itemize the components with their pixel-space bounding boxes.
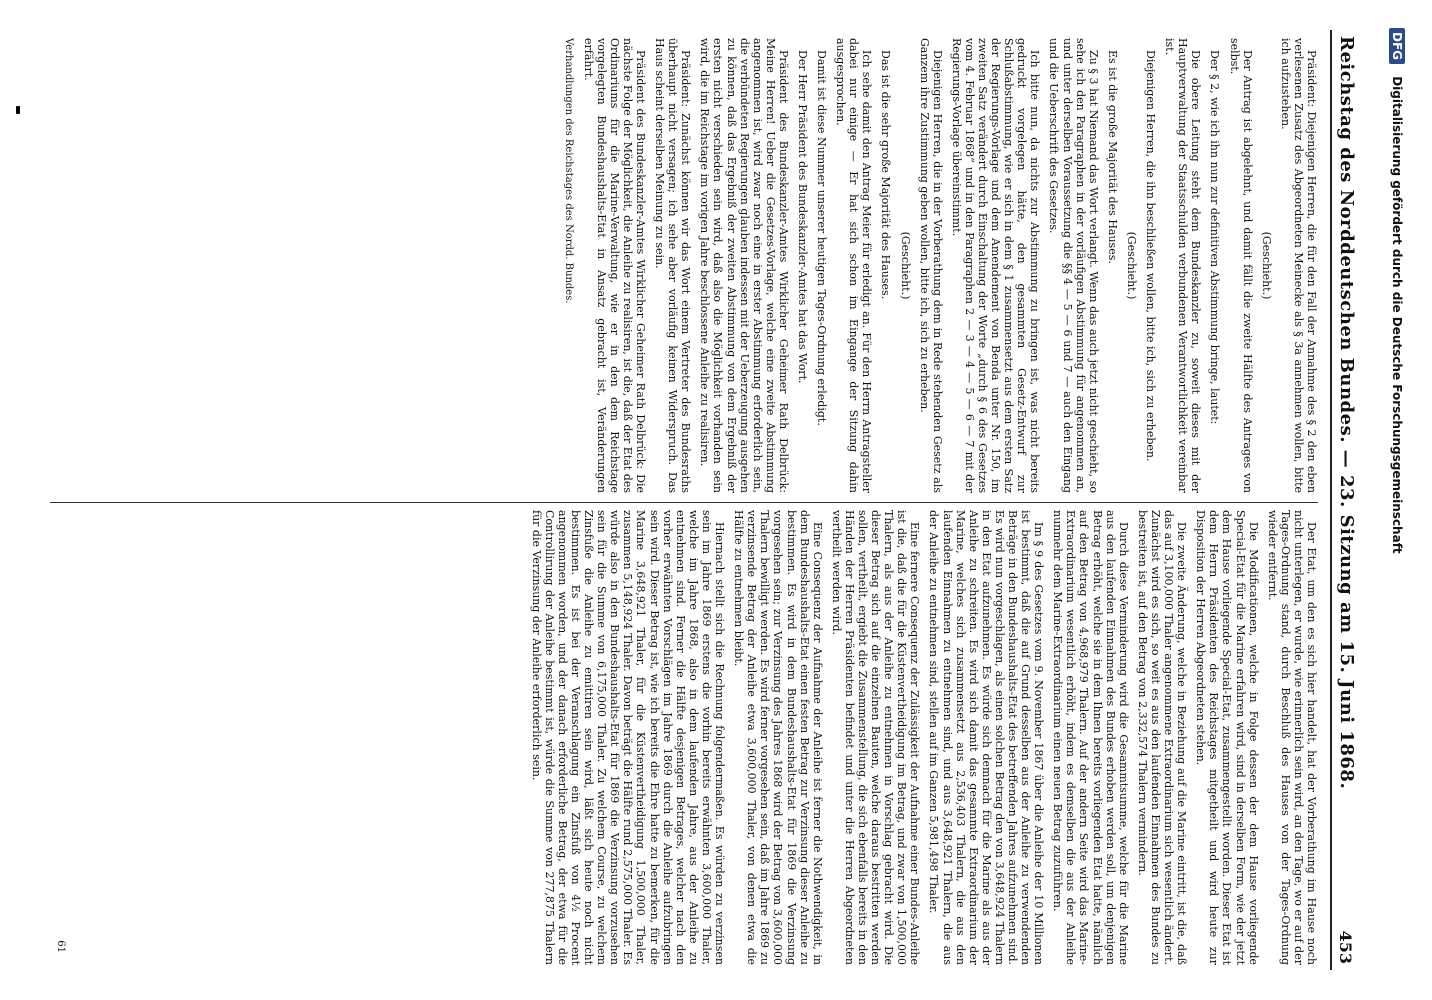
paragraph: Eine fernere Consequenz der Zulässigkeit der Aufnahme einer Bundes-Anleihe ist die, daß die für die Küstenvertheidigung im Betrag, und zwar von 1,500,000 Thalern, als aus der Anleihe zu entnehmen in Vorschlag gebracht wird. Die dieser Betrag sich auf die einzelnen Bauten, welche daraus bestritten werden sollen, vertheilt, ergiebt die Zusammenstellung, die sich ebenfalls bereits in den Händen der Herren Präsidenten befindet und unter die Herren Abgeordneten vertheilt werden wird. (829, 510, 922, 965)
page-header (1336, 36, 1380, 964)
column-divider (50, 502, 1318, 503)
dfg-watermark (1381, 28, 1405, 988)
paragraph: Ich sehe damit den Antrag Meier für erledigt an. Für den Herrn Antragsteller dabei nur einige — Er hat sich schon im Eingange der Sitzung dahin ausgesprochen. (834, 38, 874, 493)
paragraph: Das ist die sehr große Majorität des Hauses. (879, 50, 893, 300)
page-number: 453 (1336, 930, 1355, 964)
paragraph: Im § 9 des Gesetzes vom 9. November 1867 über die Anleihe der 10 Millionen ist bestimmt, daß die auf Grund desselben aus der Anleihe zu verwendenden Beträge in den Bundeshaushalts-Etat des betreffenden Jahres aufzunehmen sind. Es wird nun vorgeschlagen, als einen solchen Betrag den von 3,648,924 Thalern in den Etat aufzunehmen. Es würde sich demnach für die Marine als aus der Anleihe zu schreiten. Es wird sich damit das gesammte Extraordinarium der Marine, welches sich zusammensetzt aus 2,536,403 Thalern, die aus den laufenden Einnahmen zu entnehmen sind, und aus 3,648,921 Thalern, die aus der Anleihe zu entnehmen sind, stellen auf im Ganzen 5,981,498 Thaler. (927, 510, 1046, 965)
paragraph: (Geschieht.) (1259, 231, 1273, 300)
paragraph: Ich bitte nun, da nichts zur Abstimmung zu bringen ist, was nicht bereits gedruckt vorgelegen hätte, den gesammten Gesetz-Entwurf zur Schlußabstimmung, wie er sich in dem § 1 zusammensetzt aus dem ersten Satz der Regierungs-Vorlage und dem Amendement von Benda unter Nr. 150, im zweiten Satz verändert durch Einschaltung der Worte „durch § 6 des Gesetzes vom 4. Februar 1868“ und in den Paragraphen 2 — 3 — 4 — 5 — 6 — 7 mit der Regierungs-Vorlage übereinstimmt. (949, 38, 1042, 493)
paragraph: Der Etat, um den es sich hier handelt, hat der Vorberathung im Hause noch nicht unterlegen, er wurde, wie erinnerlich sein wird, an den Tage, wo er auf der Tages-Ordnung stand, durch Beschluß des Hauses von der Tages-Ordnung wieder entfernt. (1265, 510, 1318, 965)
paragraph: Die obere Leitung steht dem Bundeskanzler zu, soweit dieses mit der Hauptverwaltung der Staatsschulden verbundenen Verantwortlichkeit vereinbar ist. (1163, 38, 1203, 493)
scanned-page (30, 20, 1390, 980)
paragraph: Durch diese Verminderung wird die Gesammtsumme, welche für die Marine aus den laufenden Einnahmen des Bundes erhoben werden soll, um denjenigen Betrag erhöht, welche sie in dem Ihnen bereits vorliegenden Etat hatte, nämlich auf den Betrag von 4,968,979 Thalern. Auf der andern Seite wird das Marine-Extraordinarium wesentlich erhöht, indem es demselben die aus der Anleihe nunmehr dem Marine-Extraordinarium einen neuen Betrag zuzuführen. (1051, 510, 1130, 965)
paragraph: Die zweite Änderung, welche in Beziehung auf die Marine eintritt, ist die, daß das auf 3,100,000 Thaler angenommene Extraordinarium sich wesentlich ändert. Zunächst wird es sich, so weit es aus den laufenden Einnahmen des Bundes zu bestreiten ist, auf den Betrag von 2,332,574 Thalern vermindern. (1135, 510, 1189, 965)
header-rule (1330, 30, 1332, 970)
dfg-logo-icon: DFG (1389, 28, 1405, 64)
paragraph: Präsident: Zunächst können wir das Wort einem Vertreter des Bundesraths überhaupt nicht versagen; ich sehe aber vorläufig keinen Widerspruch. Das Haus scheint derselben Meinung zu sein. (653, 38, 693, 493)
scan-mark (16, 106, 20, 114)
paragraph: Diejenigen Herren, die ihn beschließen wollen, bitte ich, sich zu erheben. (1144, 50, 1158, 462)
paragraph: Diejenigen Herren, die in der Vorberathung dem in Rede stehenden Gesetz als Ganzem ihre Zustimmung geben wollen, bitte ich, sich zu erheben. (917, 38, 944, 493)
text-column-left (48, 38, 1318, 493)
signature-mark: 61 (55, 940, 67, 953)
page-title: Reichstag des Norddeutschen Bundes. — 23. Sitzung am 15. Juni 1868. (1336, 36, 1357, 790)
paragraph: Der Herr Präsident des Bundeskanzler-Amtes hat das Wort. (796, 50, 809, 384)
text-column-right (48, 510, 1318, 965)
paragraph: Zu § 3 hat Niemand das Wort verlangt. Wenn das auch jetzt nicht geschieht, so sehe ich den Paragraphen in der vorläufigen Abstimmung für angenommen an, und unter derselben Voraussetzung die §§ 4 — 5 — 6 und 7 — auch den Eingang und die Ueberschrift des Gesetzes. (1047, 38, 1100, 493)
paragraph: Die Modificationen, welche in Folge dessen der dem Hause vorliegende Special-Etat für die Marine erfahren wird, sind in derselben Form, wie der jetzt dem Hause vorliegende Special-Etat, zusammengestellt worden. Dieser Etat ist dem Herrn Präsidenten des Reichstages mitgetheilt und wird heute zur Disposition der Herren Abgeordneten stehen. (1194, 510, 1260, 965)
paragraph: Präsident des Bundeskanzler-Amtes Wirklicher Geheimer Rath Delbrück: Die nächste Folge der Möglichkeit, die Anleihe zu realisiren, ist die, daß der Etat des Ordinariums für die Marine-Verwaltung, wie er in den dem Reichstage vorgelegten Bundeshaushalts-Etat in Ansatz gebracht ist, Veränderungen erfährt. (581, 38, 647, 493)
paragraph: Der § 2, wie ich ihn nun zur definitiven Abstimmung bringe, lautet: (1208, 50, 1222, 425)
paragraph: (Geschieht.) (898, 231, 912, 300)
left-footer: Verhandlungen des Reichstages des Nordd. Bundes. (563, 38, 575, 304)
paragraph: Eine Consequenz der Aufnahme der Anleihe ist ferner die Nothwendigkeit, in dem Bundeshaushalts-Etat einen festen Betrag zur Verzinsung dieser Anleihe zu bestimmen. Es wird in dem Bundeshaushalts-Etat für 1869 die Verzinsung vorgesehen sein; zur Verzinsung des Jahres 1868 wird der Betrag von 3,600,000 Thalern bewilligt werden. Es wird ferner vorgesehen sein, daß im Jahre 1869 zu verzinsende Betrag der Anleihe etwa 3,600,000 Thaler, von denen etwa die Hälfte zu entnehmen bleibt. (732, 510, 824, 965)
paragraph: (Geschieht.) (1124, 231, 1138, 300)
paragraph: Präsident: Diejenigen Herren, die für den Fall der Annahme des § 2 den eben verlesenen Zusatz des Abgeordneten Meinecke als § 3a annehmen wollen, bitte ich aufzustehen. (1278, 38, 1318, 493)
paragraph: Damit ist diese Nummer unserer heutigen Tages-Ordnung erledigt. (815, 50, 829, 426)
paragraph: Hiernach stellt sich die Rechnung folgendermaßen. Es würden zu verzinsen sein im Jahre 1869 erstens die vorhin bereits erwähnten 3,600,000 Thaler, welche im Jahre 1868, also in dem laufenden Jahre, aus der Anleihe zu entnehmen sind. Ferner die Hälfte desjenigen Betrages, welcher nach den vorher erwähnten Vorschlägen im Jahre 1869 durch die Anleihe aufzubringen sein wird. Dieser Betrag ist, wie ich bereits die Ehre hatte zu bemerken, für die Marine 3,648,921 Thaler, für die Küstenvertheidigung 1,500,000 Thaler, zusammen 5,148,924 Thaler. Davon beträgt die Hälfte rund 2,575,000 Thaler. Es würde also in den Bundeshaushalts-Etat für 1869 die Verzinsung vorzusehen sein für die Summe von 6,175,000 Thaler. Zu welchem Course, zu welchem Zinsfuße die Anleihe zu emittiren sein wird, läßt sich heute noch nicht bestimmen. Es ist bei der Veranschlagung ein Zinsfuß von 4½ Procent angenommen worden, und der danach erforderliche Betrag, der etwa für die Controllirung der Anleihe bestimmt ist, würde die Summe von 277,875 Thalern für die Verzinsung der Anleihe erforderlich sein. (529, 510, 727, 965)
paragraph: Es ist die große Majorität des Hauses. (1105, 50, 1119, 264)
paragraph: Präsident des Bundeskanzler-Amtes Wirklicher Geheimer Rath Delbrück: Meine Herren! Ueber die Gesetzes-Vorlage, welche eine zweite Abstimmung angenommen ist, wird zwar noch eine in erster Abstimmung erforderlich sein, die verbündeten Regierungen glauben indessen mit der Ueberzeugung ausgehen zu können, daß das Ergebniß der zweiten Abstimmung von dem Ergebniß der ersten nicht verschieden sein wird, daß also die Möglichkeit vorhanden sein wird, die im Reichstage im vorigen Jahre beschlossene Anleihe zu realisiren. (698, 38, 790, 493)
dfg-watermark-text: Digitalisierung gefördert durch die Deutsche Forschungsgemeinschaft (1390, 76, 1404, 554)
rotated-content (30, 20, 1390, 980)
paragraph: Der Antrag ist abgelehnt, und damit fällt die zweite Hälfte des Antrages von selbst. (1227, 38, 1254, 493)
